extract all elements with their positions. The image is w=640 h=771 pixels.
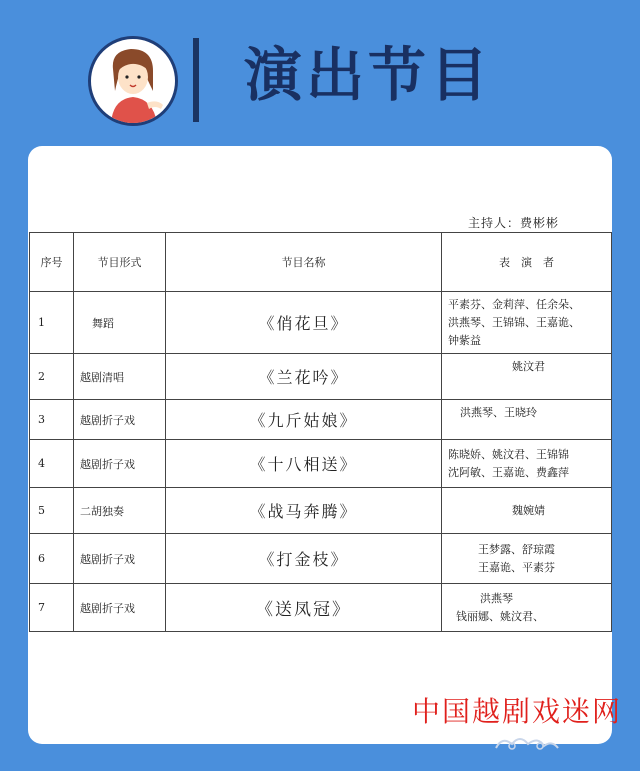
- performer-line: 王嘉诡、平素芬: [478, 560, 555, 574]
- table-row: [30, 584, 612, 632]
- row-performers: [442, 488, 612, 534]
- performer-line: 洪燕琴、王晓玲: [460, 406, 537, 419]
- table-row: [30, 292, 612, 354]
- column-header-index: 序号: [30, 233, 74, 292]
- row-name: 《俏花旦》: [166, 292, 442, 354]
- performer-line: 钱丽娜、姚汶君、: [456, 609, 544, 623]
- performer-line: 王梦露、舒琼霞: [478, 542, 555, 556]
- row-name: 《十八相送》: [166, 440, 442, 488]
- table-row: [30, 534, 612, 584]
- program-table: [29, 232, 612, 632]
- table-row: [30, 440, 612, 488]
- row-index: 4: [30, 440, 74, 488]
- row-performers: [442, 354, 612, 400]
- performer-line: 平素芬、金莉萍、任余朵、: [448, 297, 580, 311]
- row-index: 3: [30, 400, 74, 440]
- row-index: 1: [30, 292, 74, 354]
- row-form: 舞蹈: [74, 292, 166, 354]
- row-form: 越剧折子戏: [74, 534, 166, 584]
- row-name: 《九斤姑娘》: [166, 400, 442, 440]
- row-index: 6: [30, 534, 74, 584]
- cartoon-girl-icon: [88, 36, 178, 126]
- performer-line: 沈阿敏、王嘉诡、费鑫萍: [448, 465, 569, 479]
- table-row: [30, 488, 612, 534]
- row-index: 2: [30, 354, 74, 400]
- row-index: 7: [30, 584, 74, 632]
- performer-line: 魏婉婧: [512, 503, 545, 517]
- row-performers: [442, 534, 612, 584]
- page-title: 演出节目: [244, 41, 493, 109]
- performer-line: 陈晓娇、姚汶君、王锦锦: [448, 447, 569, 461]
- row-name: 《兰花吟》: [166, 354, 442, 400]
- row-performers: [442, 292, 612, 354]
- row-name: 《打金枝》: [166, 534, 442, 584]
- host-label: 主持人：费彬彬: [468, 216, 560, 230]
- row-form: 越剧折子戏: [74, 584, 166, 632]
- row-name: 《战马奔腾》: [166, 488, 442, 534]
- row-form: 二胡独奏: [74, 488, 166, 534]
- column-header-name: 节目名称: [166, 233, 442, 292]
- header: [0, 0, 640, 140]
- row-index: 5: [30, 488, 74, 534]
- table-row: [30, 400, 612, 440]
- row-form: 越剧清唱: [74, 354, 166, 400]
- row-performers: [442, 440, 612, 488]
- row-performers: [442, 584, 612, 632]
- header-divider: [193, 38, 199, 122]
- performer-line: 钟紫益: [448, 333, 481, 347]
- performer-line: 姚汶君: [512, 360, 545, 373]
- row-name: 《送凤冠》: [166, 584, 442, 632]
- site-watermark: 中国越剧戏迷网: [412, 695, 623, 728]
- column-header-performers: 表 演 者: [442, 233, 612, 292]
- cloud-ornament-icon: [492, 732, 562, 754]
- row-form: 越剧折子戏: [74, 440, 166, 488]
- row-performers: [442, 400, 612, 440]
- performer-line: 洪燕琴: [480, 591, 513, 605]
- column-header-form: 节目形式: [74, 233, 166, 292]
- table-header-row: [30, 233, 612, 292]
- performer-line: 洪燕琴、王锦锦、王嘉诡、: [448, 315, 580, 329]
- table-row: [30, 354, 612, 400]
- row-form: 越剧折子戏: [74, 400, 166, 440]
